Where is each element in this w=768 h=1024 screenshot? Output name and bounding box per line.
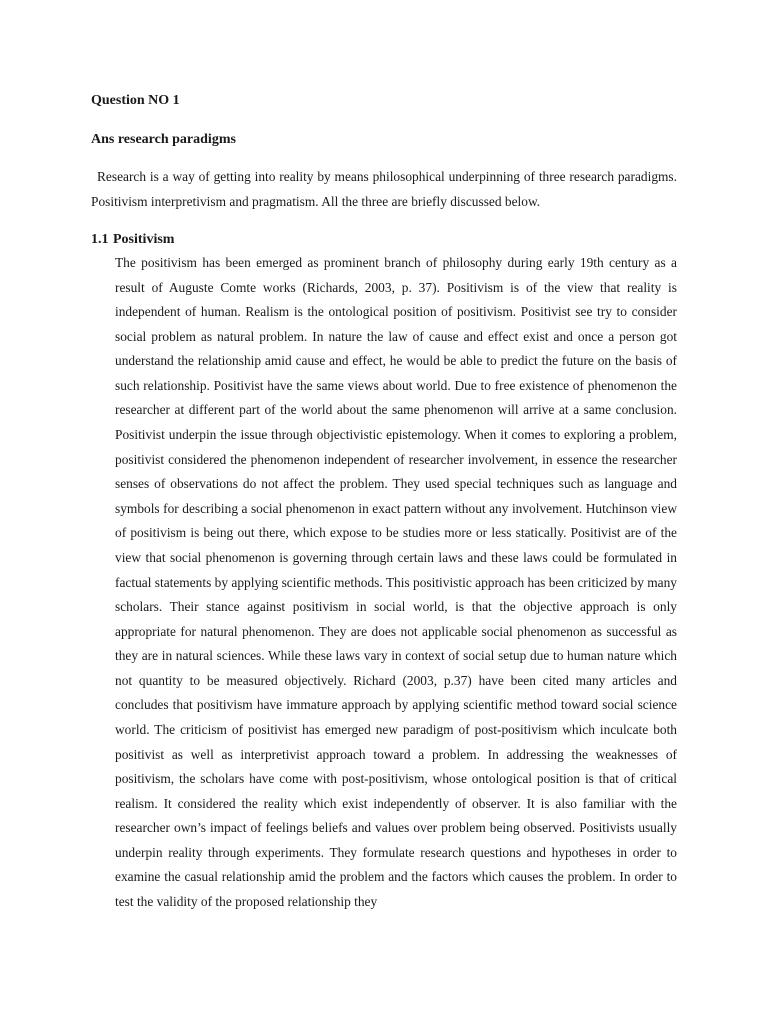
answer-heading: Ans research paradigms bbox=[91, 132, 236, 147]
section-number: 1.1 bbox=[91, 232, 109, 247]
section-heading bbox=[91, 231, 174, 249]
body-paragraph: The positivism has been emerged as prominent branch of philosophy during early 19th century as a result of Auguste Comte works (Richards, 2003, p. 37). Positivism is of the view that reality is independent of human. Realism is the ontological position of positivism. Positivist see try to consider social problem as natural problem. In nature the law of cause and effect exist and once a person got understand the relationship amid cause and effect, he would be able to predict the future on the basis of such relationship. Positivist have the same views about world. Due to free existence of phenomenon the researcher at different part of the world about the same phenomenon will arrive at a same conclusion. Positivist underpin the issue through objectivistic epistemology. When it comes to exploring a problem, positivist considered the phenomenon independent of researcher involvement, in essence the researcher senses of observations do not affect the problem. They used special techniques such as language and symbols for describing a social phenomenon in exact pattern without any involvement. Hutchinson view of positivism is being out there, which expose to be studies more or less statically. Positivist are of the view that social phenomenon is governing through certain laws and these laws could be formulated in factual statements by applying scientific methods. This positivistic approach has been criticized by many scholars. Their stance against positivism in social world, is that the objective approach is only appropriate for natural phenomenon. They are does not applicable social phenomenon as successful as they are in natural sciences. While these laws vary in context of social setup due to human nature which not quantity to be measured objectively. Richard (2003, p.37) have been cited many articles and concludes that positivism have immature approach by applying scientific method toward social science world. The criticism of positivist has emerged new paradigm of post-positivism which inculcate both positivist as well as interpretivist approach toward a problem. In addressing the weaknesses of positivism, the scholars have come with post-positivism, whose ontological position is that of critical realism. It considered the reality which exist independently of observer. It is also familiar with the researcher own’s impact of feelings beliefs and values over problem being observed. Positivists usually underpin reality through experiments. They formulate research questions and hypotheses in order to examine the casual relationship amid the problem and the factors which causes the problem. In order to test the validity of the proposed relationship they bbox=[115, 255, 678, 910]
section-title: Positivism bbox=[113, 232, 175, 247]
question-heading: Question NO 1 bbox=[91, 93, 180, 108]
intro-paragraph: Research is a way of getting into reality by means philosophical underpinning of three research paradigms. Positivism interpretivism and pragmatism. All the three are briefly discussed below. bbox=[91, 169, 677, 209]
